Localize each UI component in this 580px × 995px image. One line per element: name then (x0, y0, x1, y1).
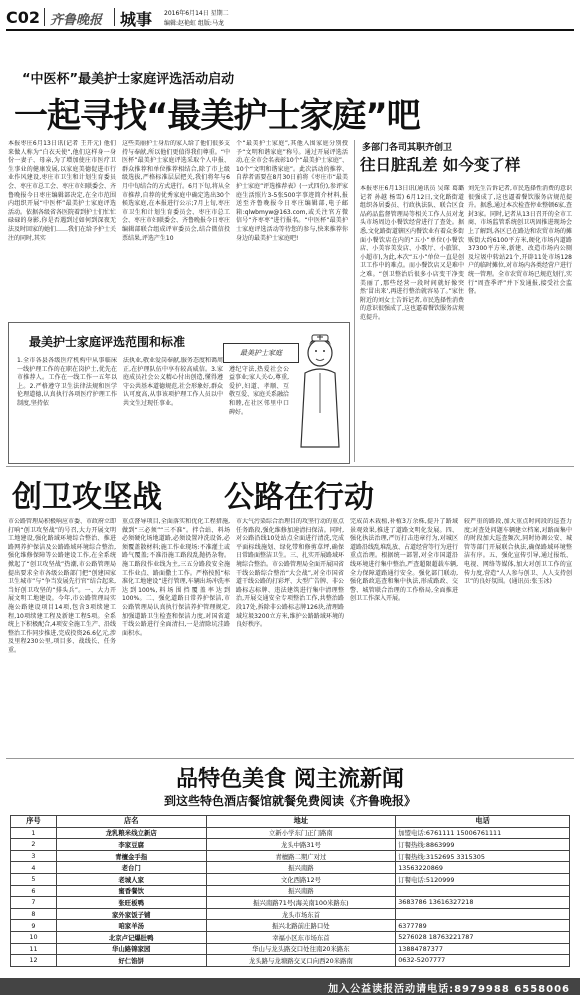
row-phone: 订餐电话:5120999 (396, 873, 570, 885)
row-address: 文化西路12号 (206, 873, 396, 885)
row-index: 12 (11, 955, 57, 967)
top-story-headline: 一起寻找“最美护士家庭”吧 (14, 96, 420, 136)
issue-date: 2016年6月14日 星期二 (164, 10, 229, 17)
row-name: 北京卢记爆肚鸭 (56, 931, 206, 943)
main-story-col3: 市大气污染综合治理目的攻坚行动的重点任务路段,强化维修加速清扫保洁。同时,对公路沿线10处站点全面进行清洗,完成平面标线施划、绿化带和修剪草坪,确保日常路面整洁卫生。三、扎实开展路域环境综合整治。市公路管理局全面开展国省干线公路综合整治“大会战”,对全市国省道干线公路的打彩坪、大型广告牌、非公路标志标牌、违法建筑进行集中清理整治,开展交通安全专项整治工作,共整治路段17处,拆除非公路标志牌126块,清理路域垃圾3200立方米,维护公路路域环境的良好秩序。 (236, 518, 344, 629)
restaurant-table-grid (10, 815, 570, 967)
row-address: 龙头路与龙塘路交叉口向西20米路南 (206, 955, 396, 967)
row-index: 11 (11, 943, 57, 955)
row-address: 青檀路二期广对过 (206, 850, 396, 862)
table-row (11, 885, 570, 897)
row-address: 立新小学东门正门路南 (206, 827, 396, 839)
row-name: 蜜香餐饮 (56, 885, 206, 897)
row-address: 龙头市场东首 (206, 908, 396, 920)
top-story-col3: 个“最美护士家庭”,其他入围家庭分别授予“文明和谐家庭”称号。通过开展评选活动,在全市会名表彰10个“最美护士家庭”、10个“文明和谐家庭”。此次活动的推荐、自荐者需要在8月30日前将《枣庄市“最美护士家庭”评选推荐表》(一式四份),参评家庭生活照片3-5张500字事迹简介材料,报送至齐鲁晚报今日枣庄编辑部,电子邮箱:qlwbmyw@163.com,或关注官方微信号“齐枣枣”进行报名。“中医杯”最美护士家庭评选活动等待您的参与,快来推荐你身边的最美护士家庭吧! (236, 140, 348, 242)
row-address: 振兴北路前庄路口处 (206, 920, 396, 932)
row-index: 9 (11, 920, 57, 932)
table-row (11, 850, 570, 862)
table-header-name: 店名 (56, 816, 206, 828)
section-divider (6, 466, 574, 467)
row-address: 华山与龙头路交口处往南20米路东 (206, 943, 396, 955)
criteria-title: 最美护士家庭评选范围和标准 (29, 335, 186, 349)
table-header-address: 地址 (206, 816, 396, 828)
row-phone: 订餐热线:8863999 (396, 839, 570, 851)
ad-title: 品特色美食 阅主流新闻 (176, 767, 404, 792)
row-index: 8 (11, 908, 57, 920)
table-header-row (11, 816, 570, 828)
main-story-col1: 市公路管理局积极响应市委、市政府立即打响“创卫攻坚战”的号召,大力开展文明工地建设,强化路域环境综合整治、推进路网养护保洁及公路路域环境综合整治,强化维修保障等公路建设工作,在全系统掀起了“创卫攻坚战”热潮,市公路管理局提出要求全市各级公路部门把“创建国家卫生城市”与“争当发展先行官”结合起来,当好创卫攻坚的“排头兵”。一、大力开展文明工地建设。今年,市公路管理局实施公路建设项目14项,包含3项续建工程,10项续建工程及新建工程5项。全系统上下积极配合,4项安全施工生产、沿线整治工作同步推进,完成投资26.6亿元,涉及里程230公里,项目多、战线长、任务重。 (8, 518, 116, 654)
side-story-col1: 本报枣庄6月13日讯(通讯员 吴琛 葛璐 记者 孙越 杨雪) 6月12日,文化路街道组织各居委员、行政执法队、联合区食品药品监督管理局等相关工作人员对龙头市场周边小餐饮经营进行了查处。据悉,文化路街道辖区内餐饮业有着众多街面小餐饮店在内的“五小”单位(小餐饮店、小美容美发店、小歌厅、小旅馆、小超市),为此,本次“五小”单位一直是创卫工作中的难点。而小餐饮店又是难中之难。“创卫整治后很多小店变干净变美丽了,那些经营一段时间就好像突然‘冒出来’,再进行整治就容易了。”家住附近的刘女士告诉记者,市民选择性消费的意识很强成了,这也逼着餐饮服务店规范提升。 (360, 185, 464, 321)
top-story-col1: 本报枣庄6月13日讯(记者 王开元) 他们来做人称为“白衣天使”,他们这样身一身份一妻子、母亲,为了增加使庄市医疗卫生事业的健康发展,以家庭美德促进市行业作风建设,枣庄市卫生和计划生育委员会、枣庄市总工会、枣庄市妇联委会、齐鲁晚报今日枣庄编辑部决定,在全市范围内组织开展“中医杯”最美护士家庭评选活动。依据各级省各医院着到护士们忙忙碌碌的身影,你是否遇到过如何到深夜无法及时回家的她们……我们在给予护士关注的同时,其实 (8, 140, 116, 242)
table-row (11, 873, 570, 885)
row-index: 7 (11, 897, 57, 909)
table-row (11, 827, 570, 839)
criteria-col1: 1.全市各县各级医疗机构中从事临床一线护理工作的在职在岗护士,优先在市推荐人。工作在一线工作一五年以上。2.严格遵守卫生法律法规和医学伦理道德,认真执行各项医疗护理工作制度,坚持依 (17, 357, 117, 407)
row-name: 龙乳粮米线立新店 (56, 827, 206, 839)
nurse-sign-text: 最美护士家庭 (240, 349, 282, 357)
row-address: 龙头中路31号 (206, 839, 396, 851)
row-name: 家外家饭子铺 (56, 908, 206, 920)
row-index: 1 (11, 827, 57, 839)
row-index: 4 (11, 862, 57, 874)
editors-line: 编辑:赵艳虹 组版:马龙 (164, 20, 224, 27)
row-phone: 3683786 13616327218 (396, 897, 570, 909)
paper-name: 齐鲁晚报 (50, 13, 103, 28)
row-name: 老台门 (56, 862, 206, 874)
main-heading-part1: 创卫攻坚战 (12, 480, 162, 515)
ad-footer-text: 加入公益读报活动请电话:8979988 6558006 (328, 984, 570, 995)
criteria-col2: 法执业,敬业爱岗奉献,服务态度和蔼周正,在护理队伍中享有较高威信。3.家庭成员社会公义精心付出创造,懂得遵守公共基本道德规范,社会形象好,群众认可度高,从事该项护理工作人员以中共文生过现任事业。 (123, 357, 223, 407)
row-name: 张旺板鸭 (56, 897, 206, 909)
main-story-col2: 重点督导项目,全面落实和优化工程措施,做到“三必须”“三不准”。拌合站、料场必须硬化场地道路,必须设置冲洗设备,必须覆盖散材料;施工作业现场:不准灌土或路气覆盖;不准沿施工路段乱抛扔杂物。施工路段作业线为主,三五分路段安全施工作业点、路面撒土工作。严格按照“标准化工地建设”进行管理,车辆出场冲洗率达到100%,料场围挡覆盖率达到100%。二、强化道路日常养护保洁,市公路管理局认真执行保洁养护管理规定,加强道路卫生检查和保洁力度,对国省道干线公路进行全面清扫,一是清除坑洼路面积水。 (122, 518, 230, 637)
row-address: 振兴南路71号(海关南100米路东) (206, 897, 396, 909)
row-name: 李家豆腐 (56, 839, 206, 851)
side-story-kicker: 多部门各司其职齐创卫 (362, 143, 453, 153)
row-phone: 0632-5207777 (396, 955, 570, 967)
table-row (11, 920, 570, 932)
row-name: 咱家羊汤 (56, 920, 206, 932)
row-index: 2 (11, 839, 57, 851)
page-code: C02 (6, 8, 41, 27)
table-row (11, 955, 570, 967)
row-name: 老城人家 (56, 873, 206, 885)
row-address: 振兴南路 (206, 862, 396, 874)
criteria-box (8, 322, 350, 464)
table-row (11, 897, 570, 909)
row-phone: 订餐热线:3152695 3315305 (396, 850, 570, 862)
page-header (6, 6, 574, 28)
nurse-illustration (295, 329, 345, 457)
row-index: 6 (11, 885, 57, 897)
table-header-index: 序号 (11, 816, 57, 828)
row-name: 好仁馅饼 (56, 955, 206, 967)
row-name: 华山路锦家园 (56, 943, 206, 955)
header-divider (44, 8, 45, 26)
row-phone: 6377789 (396, 920, 570, 932)
row-phone: 13563220869 (396, 862, 570, 874)
row-index: 10 (11, 931, 57, 943)
ad-footer-bar (0, 978, 580, 995)
side-story-col2: 刘先生告诉记者,市民选择性消费的意识很强成了,这也逼着餐饮服务店规范提升。据悉,通过本次检查停业整顿6家,查封3家。同时,记者从13日召开的全市工商、市场监管系统创卫巩固推进现场会上了解到,各区已在路边和农贸市场的摊贩街大约6100平方米,硬化市场内道路37300平方米,新建、改造市场内公厕及垃圾中转站21个,开辟11处市场128户的临时摊位,对市场内各类经营户进行统一管理。全市农贸市场已规范划行,实行“周查季评”并下发通报,接受社会监督。 (468, 185, 572, 296)
header-divider-2 (114, 8, 115, 26)
ad-subtitle: 到这些特色酒店餐馆就餐免费阅读《齐鲁晚报》 (163, 794, 416, 808)
table-header-phone: 电话 (396, 816, 570, 828)
row-address: 幸福小区东市场东首 (206, 931, 396, 943)
row-phone (396, 885, 570, 897)
side-story-rule (354, 140, 355, 462)
row-index: 3 (11, 850, 57, 862)
row-address: 振兴南路 (206, 885, 396, 897)
side-story-headline: 往日脏乱差 如今变了样 (360, 156, 521, 174)
criteria-col3: 遵纪守法,热爱社会公益事业;家人关心,尊重,爱护,妇道、孝顺、互敬互爱、家庭关系融洽和睦,在社区邻里中口碑好。 (229, 365, 289, 416)
ad-top-rule (6, 758, 574, 759)
main-story-col5: 较严重的路段,加大重点时间段的巡查力度;对查处问题车辆建立档案,对路面集中的时段加大巡查频次,同时协调公安、城管等部门开展联合执法,确保路域环境整洁有序。五、强化宣传引导,通过报纸、电视、网络等媒体,加大对创卫工作的宣传力度,营造“人人参与创卫、人人支持创卫”的良好氛围。(通讯员:张玉冰) (464, 518, 572, 586)
row-phone: 5276028 18763221787 (396, 931, 570, 943)
top-story-kicker: “中医杯”最美护士家庭评选活动启动 (22, 72, 235, 87)
main-heading-part2: 公路在行动 (224, 480, 374, 515)
section-name: 城事 (120, 10, 153, 29)
main-story-col4: 完成苗木栽植,补植3万余株,提升了路域景观效果,推进了道路文明化发展。四、强化执法治理,严厉打击违章行为,对城区道路沿线乱堆乱放、占道经营等行为进行重点治理。根据统一部署,对全市国道沿线环境进行集中整治,严查超限超载车辆,全力保障道路通行安全。强化部门联动,强化路政巡查和集中执法,形成路政、交警、城管联合治理的工作格局,全面推进创卫工作深入开展。 (350, 518, 458, 603)
nurse-sign (223, 343, 299, 363)
row-phone: 13884787377 (396, 943, 570, 955)
table-row (11, 908, 570, 920)
table-row (11, 862, 570, 874)
table-row (11, 943, 570, 955)
restaurant-table (10, 815, 570, 967)
row-phone (396, 908, 570, 920)
table-row (11, 839, 570, 851)
header-rule (6, 29, 574, 31)
row-name: 青檀金手指 (56, 850, 206, 862)
table-row (11, 931, 570, 943)
row-index: 5 (11, 873, 57, 885)
row-phone: 加盟电话:6761111 15006761111 (396, 827, 570, 839)
top-story-col2: 这些美丽护士身后的家人给了他们很多支持与奉献,所以他们更值得我们尊重。“中医杯”最美护士家庭评选采取个人申报、群众推荐和单位推荐相结合,除了市上级级选拔,严格标准层层把关,我们将年与6月中旬结合的方式进行。6月下旬,将从全市推荐,自荐的优秀家庭中确定选出30个候选家庭,在本报进行公示;7月上旬,枣庄市卫生和计划生育委员会、枣庄市总工会、枣庄市妇联委会、齐鲁晚报今日枣庄编辑部联合组成评审委员会,结合微信投票结果,评选产生10 (122, 140, 230, 242)
